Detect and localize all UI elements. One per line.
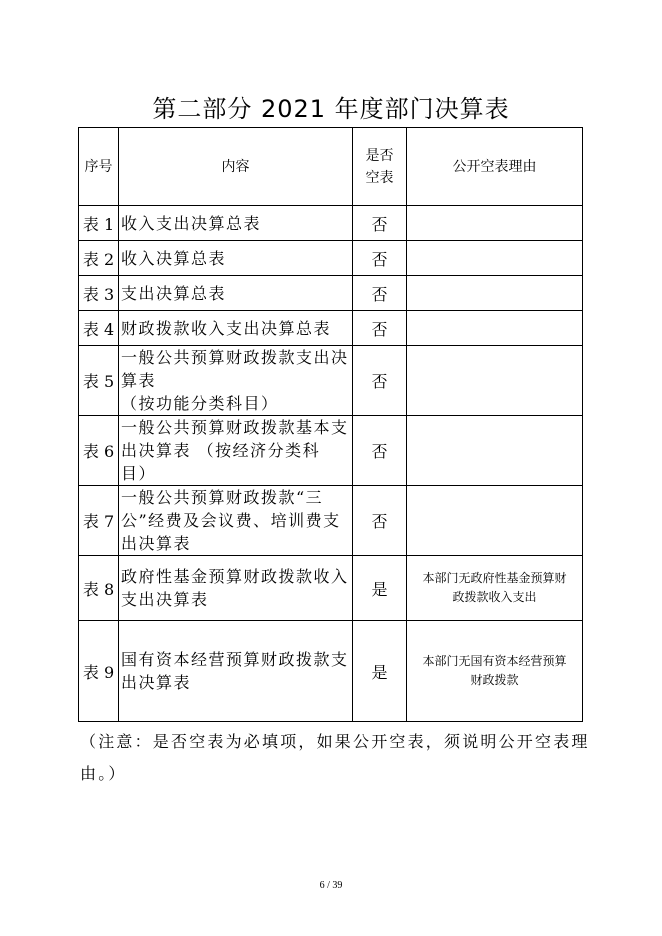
table-row [79,276,583,311]
row-content-line: 支出决算表 [121,590,209,609]
row-content-line: 出决算表 （按经济分类科 [121,441,321,460]
row-reason [407,276,583,311]
row-seq: 表 1 [79,206,119,241]
row-content-line: （按功能分类科目） [121,394,279,413]
row-empty: 是 [353,556,407,621]
table-row [79,311,583,346]
row-empty: 否 [353,486,407,556]
row-content: 收入支出决算总表 [119,206,353,241]
row-seq: 表 7 [79,486,119,556]
row-reason [407,486,583,556]
row-content-line: 一般公共预算财政拨款基本支 [121,418,349,437]
page-number: 6 / 39 [319,880,343,891]
row-content [119,346,353,416]
row-reason [407,556,583,621]
row-empty: 否 [353,241,407,276]
row-reason [407,346,583,416]
header-empty-line2: 空表 [365,169,394,186]
row-reason [407,416,583,486]
row-content-line: 国有资本经营预算财政拨款支 [121,650,349,669]
row-empty: 否 [353,311,407,346]
row-content-line: 一般公共预算财政拨款“三 [121,488,324,507]
row-empty: 是 [353,621,407,722]
table-row [79,621,583,722]
table-row [79,556,583,621]
header-row [79,128,583,206]
table-row [79,346,583,416]
row-content-line: 公”经费及会议费、培训费支 [121,511,341,530]
row-reason-line: 本部门无政府性基金预算财 [422,571,567,585]
row-seq: 表 2 [79,241,119,276]
row-seq: 表 6 [79,416,119,486]
note-line: （注意：是否空表为必填项，如果公开空表，须说明公开空表理 [80,732,590,751]
note-line: 由。） [80,764,127,783]
row-content-line: 政府性基金预算财政拨款收入 [121,567,349,586]
row-empty: 否 [353,416,407,486]
table-row [79,486,583,556]
table-row [79,416,583,486]
row-content-line: 出决算表 [121,673,192,692]
header-reason: 公开空表理由 [407,128,583,206]
row-content [119,621,353,722]
row-content [119,556,353,621]
row-content-line: 目） [121,464,157,483]
page-title: 第二部分 2021 年度部门决算表 [152,95,510,123]
row-reason-line: 政拨款收入支出 [452,590,537,604]
header-seq: 序号 [79,128,119,206]
row-content: 支出决算总表 [119,276,353,311]
row-reason-line: 本部门无国有资本经营预算 [422,654,567,668]
row-content-line: 出决算表 [121,534,192,553]
row-seq: 表 9 [79,621,119,722]
row-content [119,416,353,486]
header-empty-line1: 是否 [365,147,394,164]
table-row [79,241,583,276]
row-content-line: 算表 [121,371,157,390]
header-content: 内容 [119,128,353,206]
budget-tables-list [78,127,583,722]
row-seq: 表 5 [79,346,119,416]
row-seq: 表 8 [79,556,119,621]
row-reason [407,241,583,276]
row-content-line: 一般公共预算财政拨款支出决 [121,348,349,367]
row-empty: 否 [353,346,407,416]
row-content [119,486,353,556]
note [80,726,600,790]
header-empty [353,128,407,206]
row-empty: 否 [353,206,407,241]
row-reason [407,311,583,346]
row-reason [407,621,583,722]
row-reason-line: 财政拨款 [470,673,519,687]
row-empty: 否 [353,276,407,311]
row-seq: 表 4 [79,311,119,346]
row-seq: 表 3 [79,276,119,311]
row-content: 收入决算总表 [119,241,353,276]
table-row [79,206,583,241]
row-content: 财政拨款收入支出决算总表 [119,311,353,346]
row-reason [407,206,583,241]
